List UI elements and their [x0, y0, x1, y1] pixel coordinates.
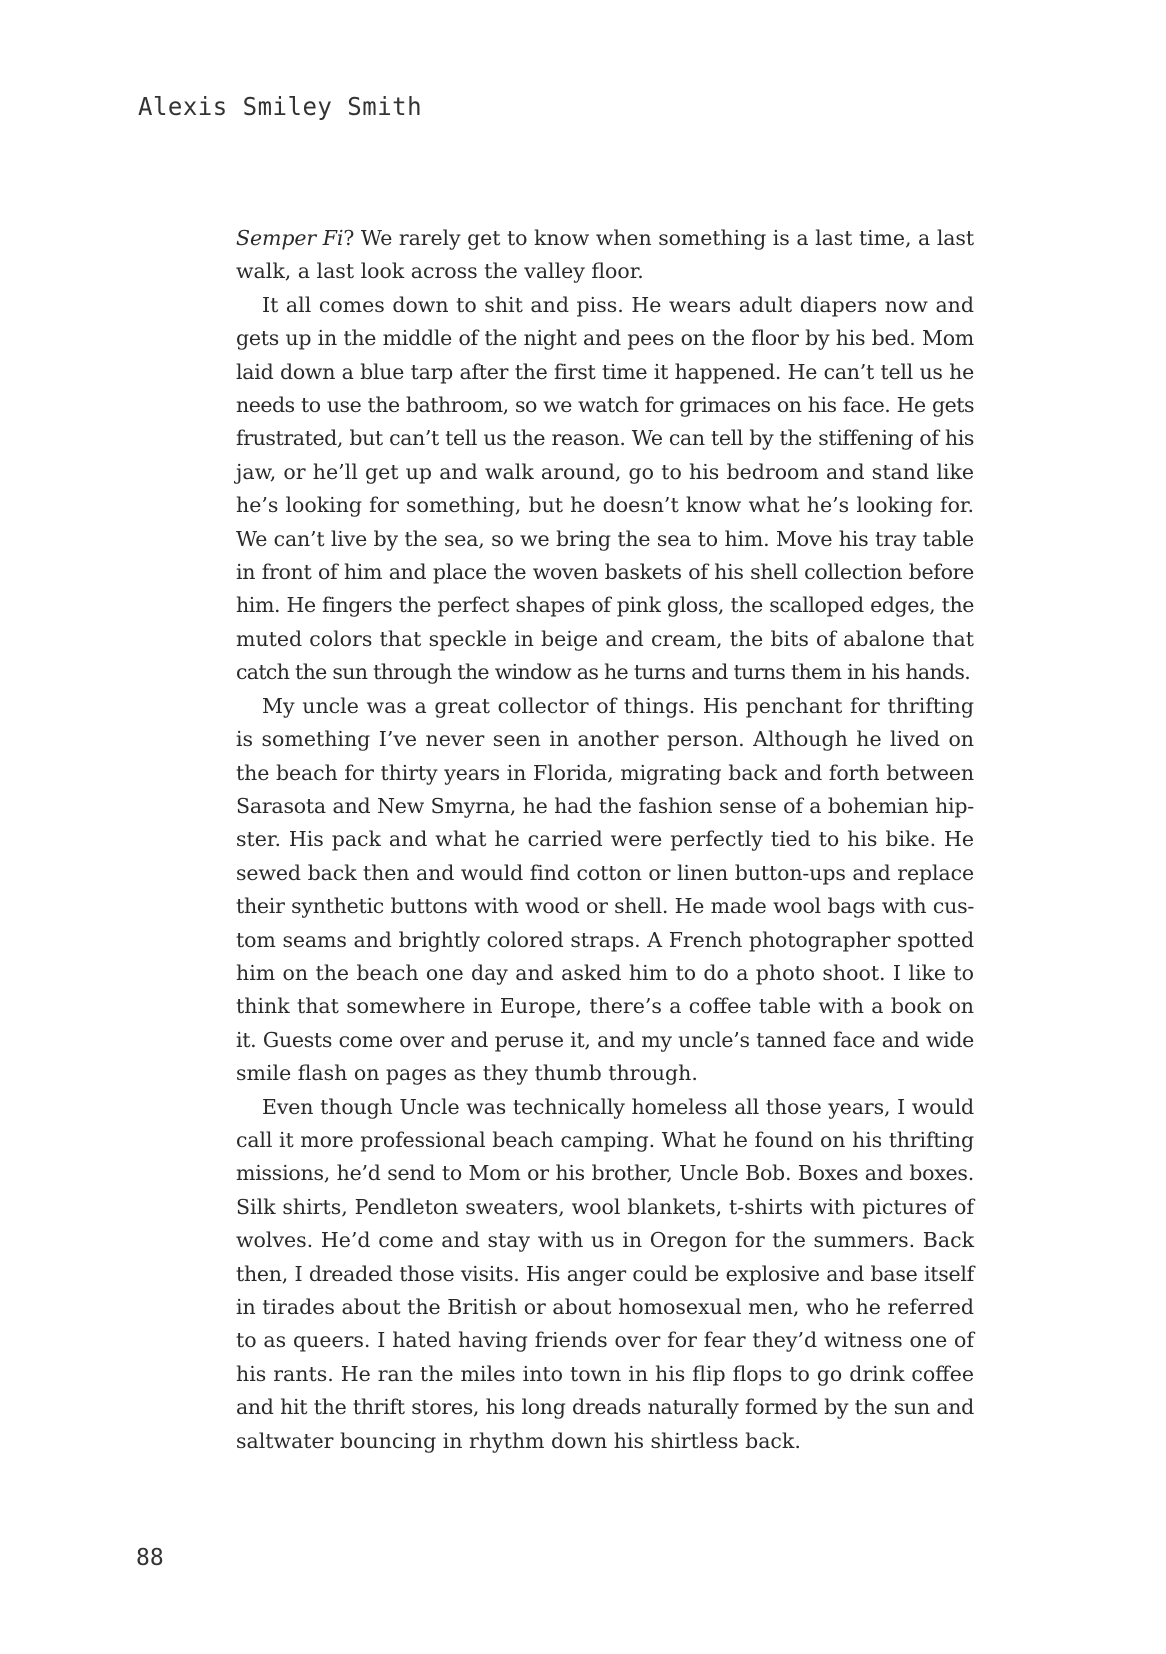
text-line: is something I’ve never seen in another person. Although he lived on	[236, 727, 974, 752]
paragraph	[236, 222, 974, 289]
text-line: in tirades about the British or about homosexual men, who he referred	[236, 1295, 974, 1319]
text-line: laid down a blue tarp after the first time it happened. He can’t tell us he	[236, 359, 974, 384]
text-line: to as queers. I hated having friends over for fear they’d witness one of	[236, 1328, 974, 1353]
text-line: call it more professional beach camping. What he found on his thrifting	[236, 1127, 974, 1152]
text-line: him on the beach one day and asked him to do a photo shoot. I like to	[236, 960, 974, 985]
text-line: jaw, or he’ll get up and walk around, go to his bedroom and stand like	[236, 459, 974, 484]
running-head: Alexis Smiley Smith	[138, 92, 423, 122]
text-line: tom seams and brightly colored straps. A French photographer spotted	[236, 927, 974, 952]
text-line: saltwater bouncing in rhythm down his shirtless back.	[236, 1428, 801, 1453]
text-line: the beach for thirty years in Florida, migrating back and forth between	[236, 760, 974, 785]
text-line: his rants. He ran the miles into town in his flip flops to go drink coffee	[236, 1361, 974, 1386]
text-line: their synthetic buttons with wood or shell. He made wool bags with cus-	[236, 894, 974, 919]
paragraph	[236, 289, 974, 690]
line-text: ? We rarely get to know when something is a last time, a last	[343, 226, 974, 250]
text-line: and hit the thrift stores, his long dreads naturally formed by the sun and	[236, 1395, 974, 1420]
text-line	[236, 222, 974, 255]
text-line: it. Guests come over and peruse it, and my uncle’s tanned face and wide	[236, 1027, 974, 1052]
body-text	[236, 222, 974, 1458]
paragraph	[236, 690, 974, 1091]
text-line: It all comes down to shit and piss. He wears adult diapers now and	[262, 292, 974, 317]
text-line: ster. His pack and what he carried were perfectly tied to his bike. He	[236, 827, 974, 852]
text-line: think that somewhere in Europe, there’s a coffee table with a book on	[236, 994, 974, 1019]
text-line: he’s looking for something, but he doesn’t know what he’s looking for.	[236, 493, 974, 518]
text-line: Even though Uncle was technically homeless all those years, I would	[262, 1094, 974, 1119]
text-line: frustrated, but can’t tell us the reason. We can tell by the stiffening of his	[236, 426, 974, 451]
text-line: sewed back then and would find cotton or linen button-ups and replace	[236, 860, 974, 885]
text-line: wolves. He’d come and stay with us in Oregon for the summers. Back	[236, 1228, 974, 1253]
page-number: 88	[136, 1545, 164, 1571]
text-line: gets up in the middle of the night and pees on the floor by his bed. Mom	[236, 326, 974, 351]
text-line: catch the sun through the window as he turns and turns them in his hands.	[236, 660, 971, 685]
text-line: smile flash on pages as they thumb through.	[236, 1061, 698, 1086]
text-line: We can’t live by the sea, so we bring the sea to him. Move his tray table	[236, 526, 974, 551]
text-line: missions, he’d send to Mom or his brother, Uncle Bob. Boxes and boxes.	[236, 1161, 974, 1186]
text-line: My uncle was a great collector of things. His penchant for thrifting	[262, 693, 974, 718]
text-line: in front of him and place the woven baskets of his shell collection before	[236, 560, 974, 585]
text-line: Silk shirts, Pendleton sweaters, wool blankets, t-shirts with pictures of	[236, 1194, 974, 1219]
text-line: walk, a last look across the valley floor.	[236, 259, 644, 284]
italic-phrase: Semper Fi	[236, 226, 344, 250]
paragraph	[236, 1091, 974, 1458]
text-line: Sarasota and New Smyrna, he had the fashion sense of a bohemian hip-	[236, 793, 974, 818]
text-line: then, I dreaded those visits. His anger could be explosive and base itself	[236, 1261, 974, 1286]
text-line: him. He fingers the perfect shapes of pink gloss, the scalloped edges, the	[236, 593, 974, 618]
text-line: muted colors that speckle in beige and cream, the bits of abalone that	[236, 626, 974, 651]
text-line: needs to use the bathroom, so we watch for grimaces on his face. He gets	[236, 393, 974, 418]
